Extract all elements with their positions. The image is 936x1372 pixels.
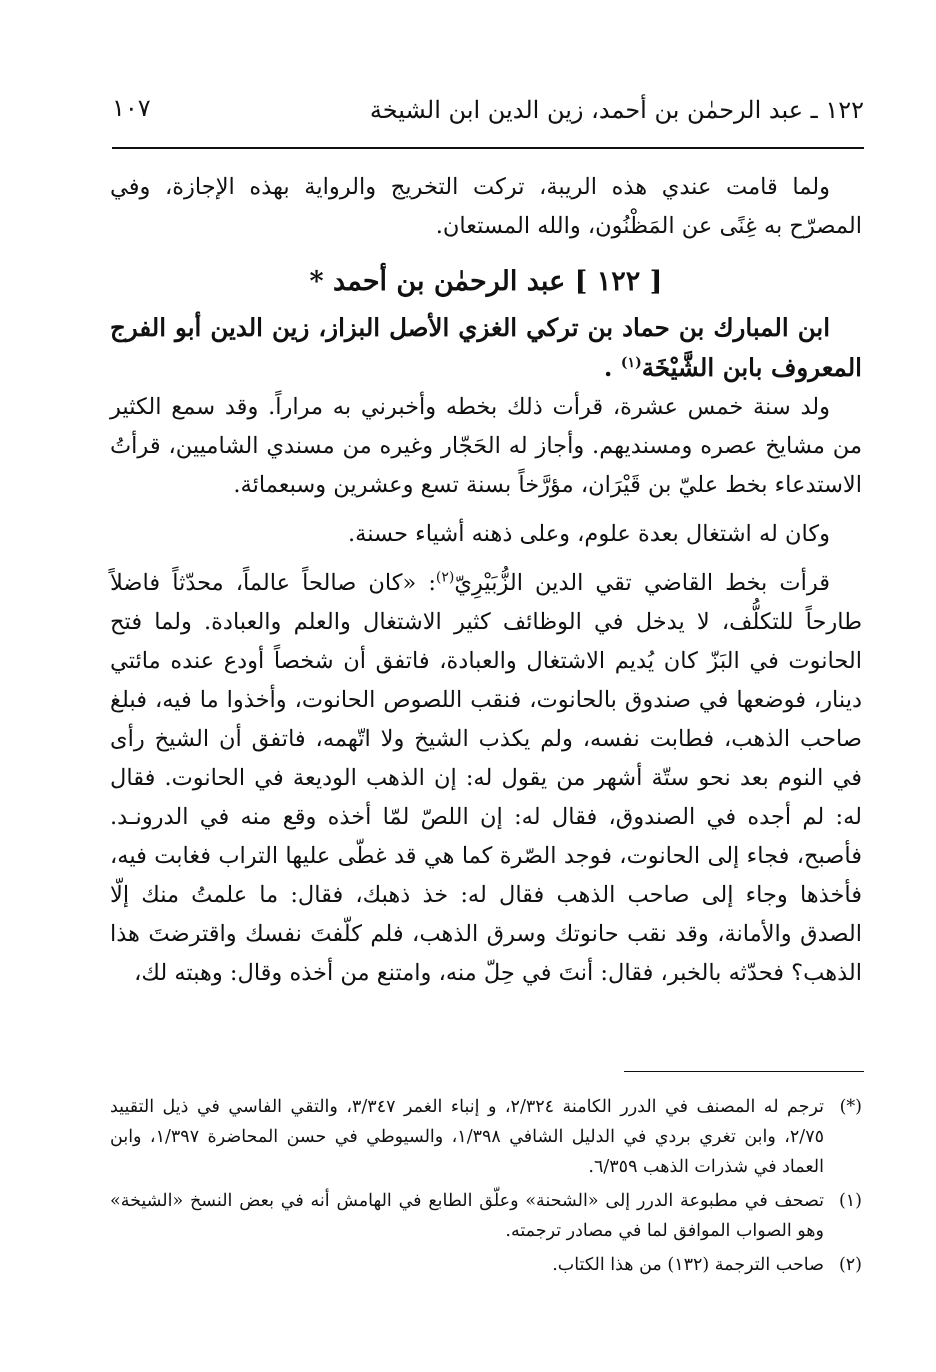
entry-name-end: . xyxy=(603,353,613,382)
paragraph-quote xyxy=(110,564,862,993)
paragraph-intro: ولما قامت عندي هذه الريبة، تركت التخريج والرواية بهذه الإجازة، وفي المصرّح به غِنًى عن المَظْنُون، والله المستعان. xyxy=(110,174,862,239)
entry-name-text: ابن المبارك بن حماد بن تركي الغزي الأصل البزاز، زين الدين أبو الفرج المعروف بابن الشَّيْخَة xyxy=(110,313,862,382)
footnote-1 xyxy=(110,1186,862,1246)
footnote-text: صاحب الترجمة (١٣٢) من هذا الكتاب. xyxy=(552,1255,824,1275)
footnote-mark: (٢) xyxy=(838,1255,862,1275)
footnote-text: ترجم له المصنف في الدرر الكامنة ٢/٣٢٤، و إنباء الغمر ٣/٣٤٧، والتقي الفاسي في ذيل التقييد ٢/٧٥، وابن تغري بردي في الدليل الشافي ١/٣٩٨، والسيوطي في حسن المحاضرة ١/٣٩٧، وابن العماد في شذرات الذهب ٦/٣٥٩. xyxy=(110,1097,825,1177)
quote-intro: قرأت بخط القاضي تقي الدين الزُّبَيْرِيّ xyxy=(454,570,830,596)
running-title: ١٢٢ ـ عبد الرحمٰن بن أحمد، زين الدين ابن الشيخة xyxy=(369,96,864,124)
running-header xyxy=(112,92,864,132)
paragraph-study: وكان له اشتغال بعدة علوم، وعلى ذهنه أشياء حسنة. xyxy=(348,521,830,547)
footnote-mark: (١) xyxy=(838,1191,862,1211)
footnote-ref-1[interactable]: (١) xyxy=(620,354,642,371)
header-rule xyxy=(112,147,864,149)
footnote-2 xyxy=(110,1250,862,1280)
footnote-ref-2[interactable]: (٢) xyxy=(435,569,455,586)
quote-text: : «كان صالحاً عالماً، محدّثاً فاضلاً طارحاً للتكلُّف، لا يدخل في الوظائف كثير الاشتغال والعلم والعبادة. ولما فتح الحانوت في البَزّ كان يُديم الاشتغال والعبادة، فاتفق أن شخصاً أودع عنده مائتي دينار، فوضعها في صندوق بالحانوت، فنقب اللصوص الحانوت، وأخذوا ما فيه، فبلغ صاحب الذهب، فطابت نفسه، ولم يكذب الشيخ ولا اتّهمه، فاتفق أن الشيخ رأى في النوم بعد نحو ستّة أشهر من يقول له: إن الذهب الوديعة في الحانوت. فقال له: لم أجده في الصندوق، فقال له: إن اللصّ لمّا أخذه وقع منه في الدرونـد. فأصبح، فجاء إلى الحانوت، فوجد الصّرة كما هي قد غطّى عليها التراب فغابت فيه، فأخذها وجاء إلى صاحب الذهب فقال له: خذ ذهبك، فقال: ما علمتُ منك إلّا الصدق والأمانة، وقد نقب حانوتك وسرق الذهب، فلم كلّفتَ نفسك واقترضتَ هذا الذهب؟ فحدّثه بالخبر، فقال: أنتَ في حِلّ منه، وامتنع من أخذه وقال: وهبته لك، xyxy=(110,570,862,986)
entry-heading: [ ١٢٢ ] عبد الرحمٰن بن أحمد * xyxy=(309,266,663,297)
main-text xyxy=(110,168,862,993)
footnote-source xyxy=(110,1092,862,1182)
footnotes xyxy=(110,1092,862,1280)
page-number: ١٠٧ xyxy=(112,94,151,122)
footnote-mark: (*) xyxy=(839,1097,862,1117)
entry-name xyxy=(110,308,862,388)
footnote-text: تصحف في مطبوعة الدرر إلى «الشحنة» وعلّق الطابع في الهامش أنه في بعض النسخ «الشيخة» وهو الصواب الموافق لما في مصادر ترجمته. xyxy=(110,1191,824,1241)
footnote-rule xyxy=(624,1071,864,1072)
paragraph-birth: ولد سنة خمس عشرة، قرأت ذلك بخطه وأخبرني به مراراً. وقد سمع الكثير من مشايخ عصره ومسنديهم. وأجاز له الحَجّار وغيره من مسندي الشاميين، قرأتُ الاستدعاء بخط عليّ بن قَيْرَان، مؤرَّخاً بسنة تسع وعشرين وسبعمائة. xyxy=(110,394,862,498)
